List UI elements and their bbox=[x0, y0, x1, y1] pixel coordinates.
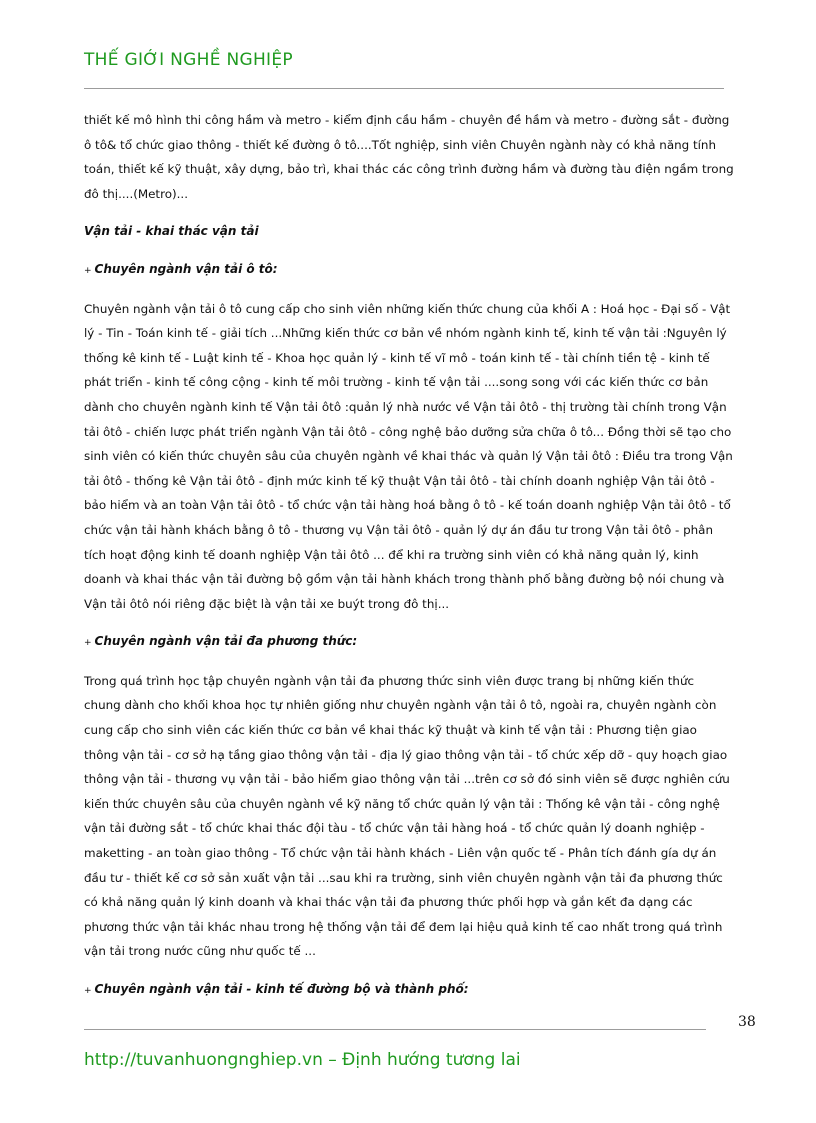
footer-website-link[interactable]: http://tuvanhuongnghiep.vn – Định hướng tương lai bbox=[84, 1050, 521, 1070]
subsection-heading-duong-bo bbox=[84, 977, 734, 1004]
bullet-marker: + bbox=[84, 638, 92, 649]
subsection-heading-text: Chuyên ngành vận tải đa phương thức: bbox=[94, 634, 358, 649]
paragraph-van-tai-da-phuong-thuc: Trong quá trình học tập chuyên ngành vận tải đa phương thức sinh viên được trang bị những kiến thức chung dành cho khối khoa học tự nhiên giống như chuyên ngành vận tải ô tô, ngoài ra, chuyên ngành còn cung cấp cho sinh viên các kiến thức cơ bản về khai thác kỹ thuật và kinh tế vận tải : Phương tiện giao thông vận tải - cơ sở hạ tầng giao thông vận tải - địa lý giao thông vận tải - tổ chức xếp dỡ - quy hoạch giao thông vận tải - thương vụ vận tải - bảo hiểm giao thông vận tải ...trên cơ sở đó sinh viên sẽ được nghiên cứu kiến thức chuyên sâu của chuyên ngành về kỹ năng tổ chức quản lý vận tải : Thống kê vận tải - công nghệ vận tải đường sắt - tổ chức khai thác đội tàu - tổ chức vận tải hàng hoá - tổ chức quản lý doanh nghiệp - maketting - an toàn giao thông - Tổ chức vận tải hành khách - Liên vận quốc tế - Phân tích đánh gía dự án đầu tư - thiết kế cơ sở sản xuất vận tải ...sau khi ra trường, sinh viên chuyên ngành vận tải đa phương thức có khả năng quản lý kinh doanh và khai thác vận tải đa phương thức phối hợp và gắn kết đa dạng các phương thức vận tải khác nhau trong hệ thống vận tải để đem lại hiệu quả kinh tế cao nhất trong quá trình vận tải trong nước cũng như quốc tế ... bbox=[84, 673, 730, 959]
page-number: 38 bbox=[738, 1014, 756, 1030]
footer-divider bbox=[84, 1029, 706, 1030]
bullet-marker: + bbox=[84, 986, 92, 996]
subsection-heading-text: Chuyên ngành vận tải ô tô: bbox=[94, 261, 278, 276]
bullet-marker: + bbox=[84, 265, 92, 276]
document-body bbox=[84, 108, 734, 1004]
subsection-heading-oto bbox=[84, 257, 734, 284]
subsection-heading-text: Chuyên ngành vận tải - kinh tế đường bộ và thành phố: bbox=[94, 982, 469, 996]
paragraph-van-tai-oto: Chuyên ngành vận tải ô tô cung cấp cho sinh viên những kiến thức chung của khối A : Hoá học - Đại số - Vật lý - Tin - Toán kinh tế - giải tích ...Những kiến thức cơ bản về nhóm ngành kinh tế, kinh tế vận tải :Nguyên lý thống kê kinh tế - Luật kinh tế - Khoa học quản lý - kinh tế vĩ mô - toán kinh tế - tài chính tiền tệ - kinh tế phát triển - kinh tế công cộng - kinh tế môi trường - kinh tế vận tải ....song song với các kiến thức cơ bản dành cho chuyên ngành kinh tế Vận tải ôtô :quản lý nhà nước về Vận tải ôtô - thị trường tài chính trong Vận tải ôtô - chiến lược phát triển ngành Vận tải ôtô - công nghệ bảo dưỡng sửa chữa ô tô... Đồng thời sẽ tạo cho sinh viên có kiến thức chuyên sâu của chuyên ngành về khai thác và quản lý Vận tải ôtô : Điều tra trong Vận tải ôtô - thống kê Vận tải ôtô - định mức kinh tế kỹ thuật Vận tải ôtô - tài chính doanh nghiệp Vận tải ôtô - bảo hiểm và an toàn Vận tải ôtô - tổ chức vận tải hàng hoá bằng ô tô - kế toán doanh nghiệp Vận tải ôtô - tổ chức vận tải hành khách bằng ô tô - thương vụ Vận tải ôtô - quản lý dự án đầu tư trong Vận tải ôtô - phân tích hoạt động kinh tế doanh nghiệp Vận tải ôtô ... để khi ra trường sinh viên có khả năng quản lý, kinh doanh và khai thác vận tải đường bộ gồm vận tải hành khách trong thành phố bằng đường bộ nói chung và Vận tải ôtô nói riêng đặc biệt là vận tải xe buýt trong đô thị... bbox=[84, 301, 733, 611]
header-divider bbox=[84, 88, 724, 89]
section-heading-text: Vận tải - khai thác vận tải bbox=[84, 224, 259, 239]
intro-paragraph: thiết kế mô hình thi công hầm và metro - kiểm định cầu hầm - chuyên đề hầm và metro - đường sắt - đường ô tô& tổ chức giao thông - thiết kế đường ô tô....Tốt nghiệp, sinh viên Chuyên ngành này có khả năng tính toán, thiết kế kỹ thuật, xây dựng, bảo trì, khai thác các công trình đường hầm và đường tàu điện ngầm trong đô thị....(Metro)... bbox=[84, 113, 734, 201]
page-header-title: THẾ GIỚI NGHỀ NGHIỆP bbox=[84, 50, 293, 70]
subsection-heading-da-phuong-thuc bbox=[84, 629, 734, 656]
section-heading bbox=[84, 219, 734, 244]
